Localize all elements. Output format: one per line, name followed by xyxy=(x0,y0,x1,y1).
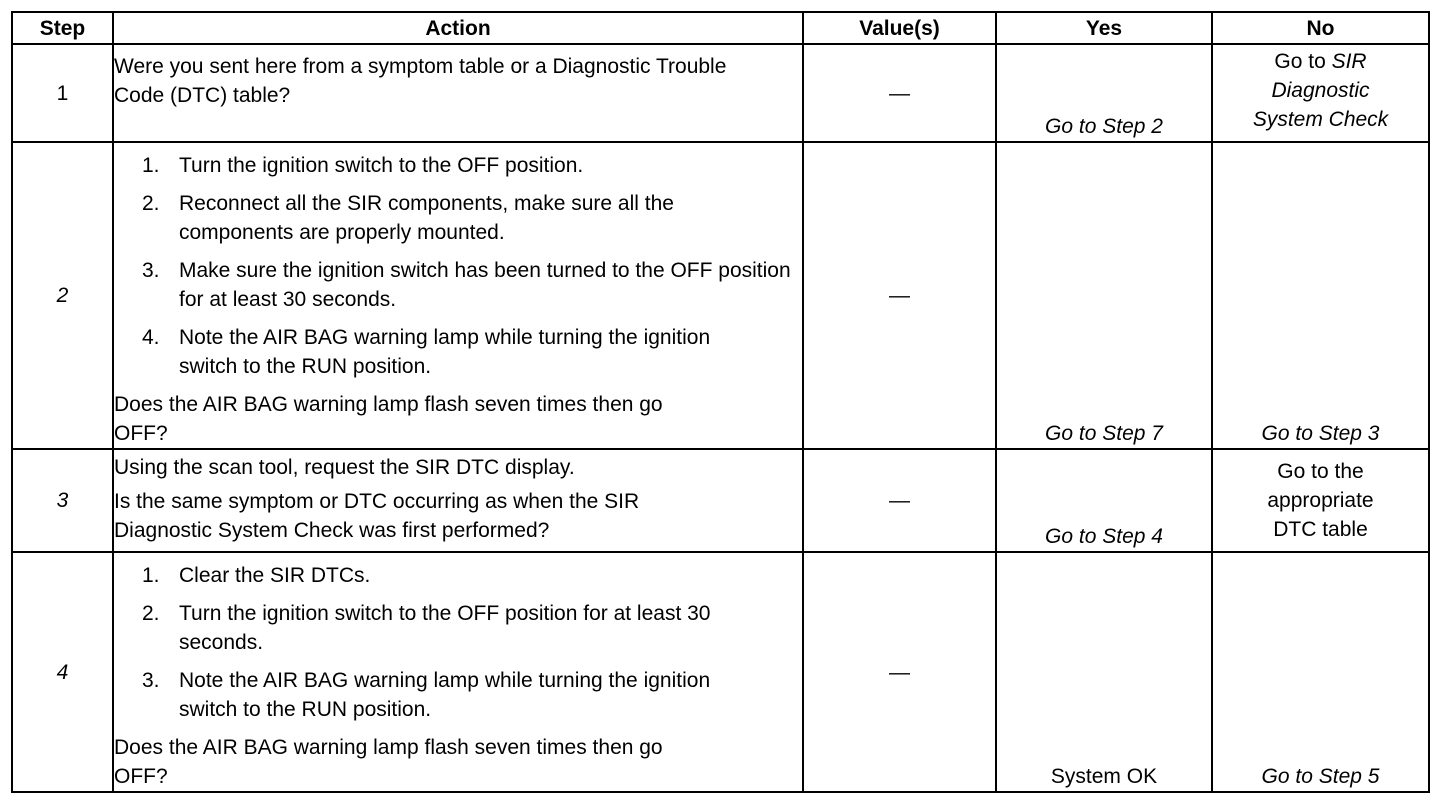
yes-cell: Go to Step 2 xyxy=(996,44,1212,142)
yes-cell: System OK xyxy=(996,552,1212,792)
header-action: Action xyxy=(113,12,803,44)
value-cell: — xyxy=(803,142,996,449)
table-row xyxy=(12,552,1429,792)
diagnostic-table-container xyxy=(11,11,1430,793)
value-cell: — xyxy=(803,44,996,142)
diagnostic-table xyxy=(11,11,1430,793)
no-text-sir: SIR xyxy=(1331,50,1367,73)
no-cell xyxy=(1212,44,1429,142)
no-text-line3: DTC table xyxy=(1273,518,1368,541)
header-values: Value(s) xyxy=(803,12,996,44)
step-number: 4 xyxy=(12,552,113,792)
action-cell xyxy=(113,44,803,142)
action-question: Is the same symptom or DTC occurring as when the SIR Diagnostic System Check was first performed? xyxy=(114,490,640,542)
header-no: No xyxy=(1212,12,1429,44)
action-steps xyxy=(114,151,802,381)
no-text-line3: System Check xyxy=(1252,108,1389,131)
no-text-line2: Diagnostic xyxy=(1271,79,1370,102)
action-step-item: 3. Note the AIR BAG warning lamp while turning the ignition switch to the RUN position. xyxy=(142,669,711,721)
table-row xyxy=(12,44,1429,142)
no-text-line2: appropriate xyxy=(1267,489,1374,512)
action-step-item: 2. Reconnect all the SIR components, make sure all the components are properly mounted. xyxy=(142,192,674,244)
no-text-line1: Go to the xyxy=(1277,460,1364,483)
action-step-item: 4. Note the AIR BAG warning lamp while turning the ignition switch to the RUN position. xyxy=(142,326,711,378)
no-cell: Go to Step 5 xyxy=(1212,552,1429,792)
value-cell: — xyxy=(803,449,996,552)
action-cell xyxy=(113,142,803,449)
yes-cell: Go to Step 4 xyxy=(996,449,1212,552)
step-number: 2 xyxy=(12,142,113,449)
action-step-item: 2. Turn the ignition switch to the OFF position for at least 30 seconds. xyxy=(142,602,711,654)
action-cell xyxy=(113,449,803,552)
header-step: Step xyxy=(12,12,113,44)
action-instruction: Using the scan tool, request the SIR DTC display. xyxy=(114,456,575,479)
action-step-item: 1. Clear the SIR DTCs. xyxy=(142,564,371,587)
table-row xyxy=(12,142,1429,449)
step-number: 3 xyxy=(12,449,113,552)
action-question: Does the AIR BAG warning lamp flash seven times then go OFF? xyxy=(114,393,663,445)
no-cell xyxy=(1212,449,1429,552)
action-step-item: 3. Make sure the ignition switch has been turned to the OFF position for at least 30 seconds. xyxy=(142,259,791,311)
action-question: Does the AIR BAG warning lamp flash seven times then go OFF? xyxy=(114,736,663,788)
action-cell xyxy=(113,552,803,792)
step-number: 1 xyxy=(12,44,113,142)
table-row xyxy=(12,449,1429,552)
action-step-item: 1. Turn the ignition switch to the OFF position. xyxy=(142,154,584,177)
value-cell: — xyxy=(803,552,996,792)
yes-cell: Go to Step 7 xyxy=(996,142,1212,449)
header-yes: Yes xyxy=(996,12,1212,44)
no-text-prefix: Go to xyxy=(1274,50,1332,73)
header-row xyxy=(12,12,1429,44)
action-question: Were you sent here from a symptom table or a Diagnostic Trouble Code (DTC) table? xyxy=(114,55,727,107)
action-steps xyxy=(114,561,802,724)
no-cell: Go to Step 3 xyxy=(1212,142,1429,449)
